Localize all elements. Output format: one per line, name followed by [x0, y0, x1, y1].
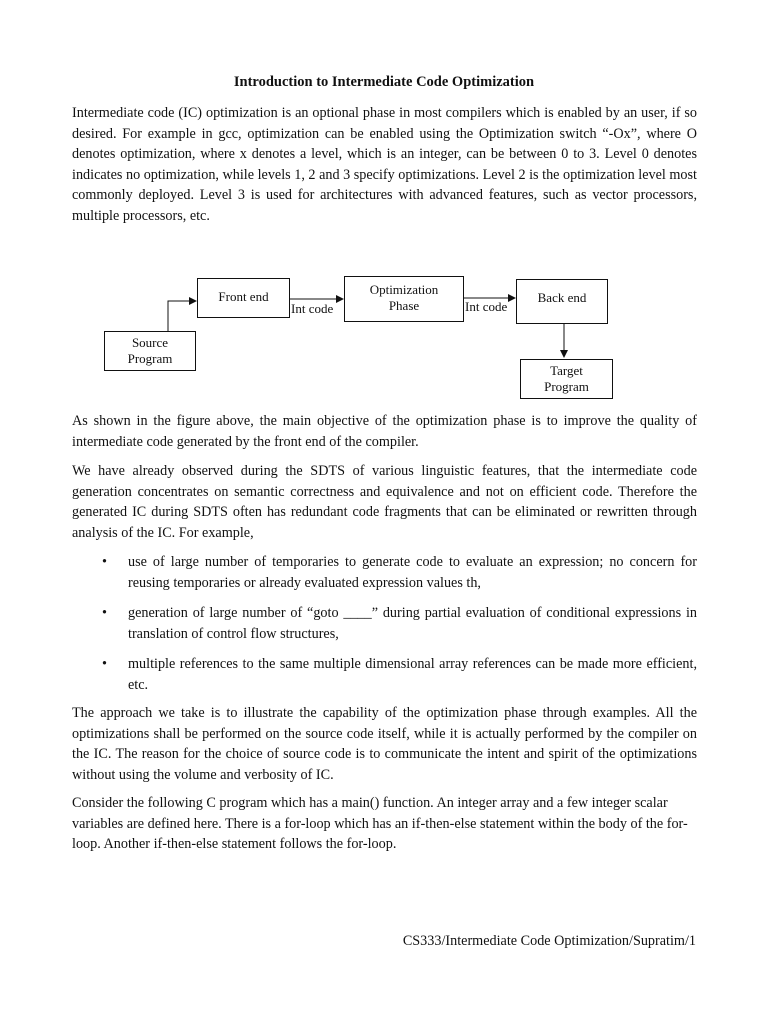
back-end-box [516, 279, 608, 324]
bullet-marker: • [102, 605, 107, 622]
edge-label-int-code-1: Int code [291, 301, 334, 316]
front-end-label: Front end [218, 289, 269, 304]
optimization-label-2: Phase [388, 298, 420, 313]
optimization-label-1: Optimization [369, 282, 439, 297]
target-program-box [520, 359, 613, 399]
back-end-label: Back end [537, 290, 587, 305]
optimization-phase-box [344, 276, 464, 322]
front-end-box [197, 278, 290, 318]
source-program-label-2: Program [127, 351, 173, 366]
bullet-marker: • [102, 554, 107, 570]
target-program-label-1: Target [550, 363, 583, 378]
page-title: Introduction to Intermediate Code Optimization [233, 74, 535, 90]
target-program-label-2: Program [544, 379, 589, 394]
bullet-marker: • [102, 656, 107, 673]
list-item [72, 552, 697, 593]
after-figure-paragraph: As shown in the figure above, the main objective of the optimization phase is to improve the quality of intermediate code generated by the front end of the compiler. [72, 413, 697, 450]
bullet-text: generation of large number of “goto ____” during partial evaluation of conditional expressions in translation of control flow structures, [128, 605, 697, 642]
approach-paragraph: The approach we take is to illustrate the capability of the optimization phase through examples. All the optimizations shall be performed on the source code itself, while it is actually performed by the compiler on the IC. The reason for the choice of source code is to communicate the intent and spirit of the optimizations without using the volume and verbosity of IC. [72, 705, 697, 783]
sdts-paragraph: We have already observed during the SDTS of various linguistic features, that the intermediate code generation concentrates on semantic correctness and equivalence and not on efficient code. Therefore the generated IC during SDTS often has redundant code fragments that can be eliminated or rewritten through analysis of the IC. For example, [72, 463, 697, 541]
bullet-text: use of large number of temporaries to generate code to evaluate an expression; no concern for reusing temporaries or already evaluated expression values th, [128, 554, 697, 591]
redundancy-bullet-list [72, 552, 697, 706]
consider-paragraph: Consider the following C program which has a main() function. An integer array and a few integer scalar variables are defined here. There is a for-loop which has an if-then-else statement within the body of the for-loop. Another if-then-else statement follows the for-loop. [72, 795, 688, 853]
intro-paragraph: Intermediate code (IC) optimization is an optional phase in most compilers which is enabled by an user, if so desired. For example in gcc, optimization can be enabled using the Optimization switch “-Ox”, where O denotes optimization, where x denotes a level, which is an integer, can be between 0 to 3. Level 0 denotes indicates no optimization, while levels 1, 2 and 3 specify optimizations. Level 2 is the optimization level most commonly deployed. Level 3 is used for architectures with advanced features, such as vector processors, multiple processors, etc. [72, 105, 697, 224]
list-item [72, 654, 697, 695]
source-program-label-1: Source [131, 335, 169, 350]
list-item [72, 603, 697, 644]
bullet-text: multiple references to the same multiple dimensional array references can be made more efficient, etc. [128, 656, 697, 693]
edge-source-to-frontend [168, 301, 196, 331]
source-program-box [104, 331, 196, 371]
edge-label-int-code-2: Int code [465, 299, 508, 314]
page-footer: CS333/Intermediate Code Optimization/Supratim/1 [402, 933, 696, 949]
